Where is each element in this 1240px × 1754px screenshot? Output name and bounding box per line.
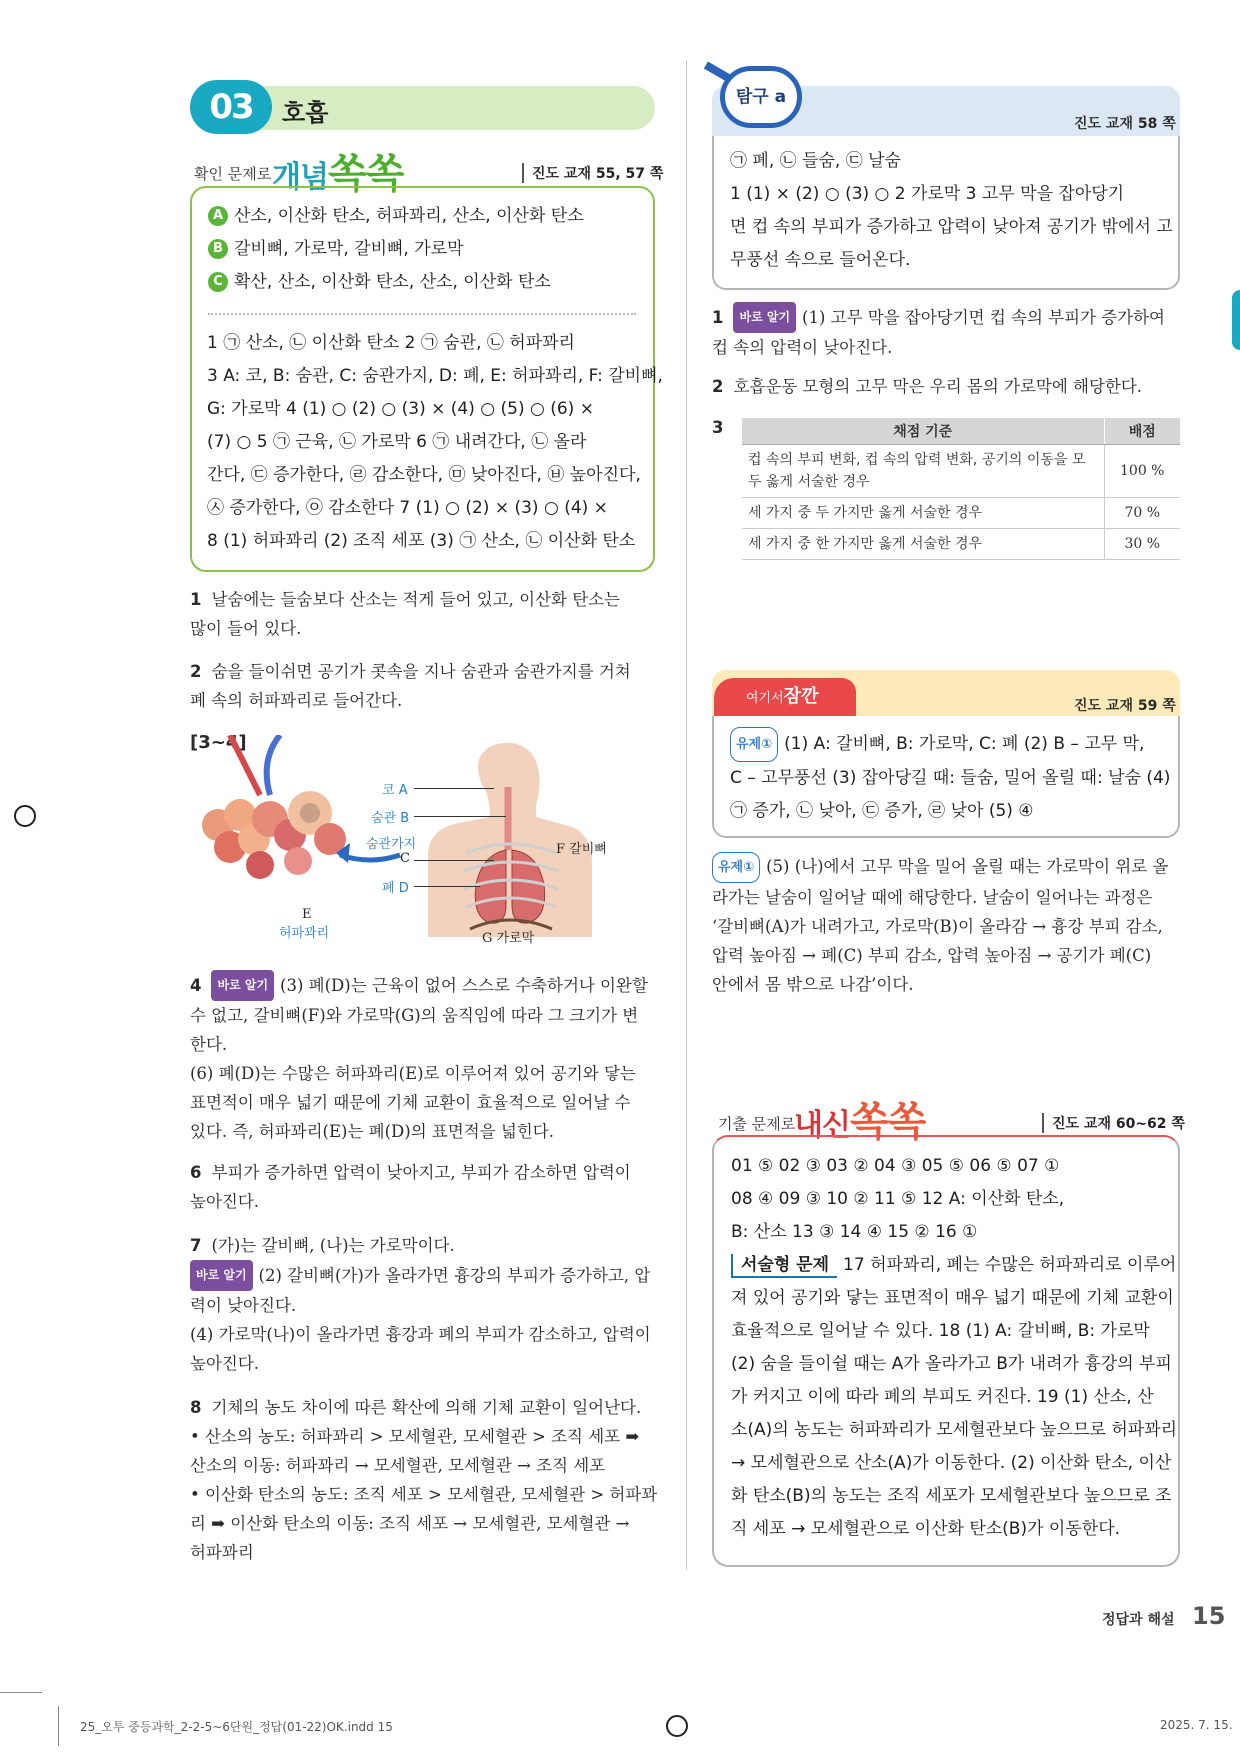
footer-date: 2025. 7. 15. [1160,1718,1233,1732]
answer-line: G: 가로막 4 (1) ○ (2) ○ (3) × (4) ○ (5) ○ (6) × [207,399,594,419]
tamgu-explanation-2: 2 호흡운동 모형의 고무 막은 우리 몸의 가로막에 해당한다. [712,377,1143,396]
naesin-line: → 모세혈관으로 산소(A)가 이동한다. (2) 이산화 탄소, 이산 [731,1453,1172,1473]
mark-b-icon: B [208,239,228,259]
naesin-prefix: 기출 문제로 [718,1115,796,1133]
crop-mark [58,1706,59,1746]
scoring-table [742,418,1180,560]
leader-line [414,816,506,817]
tamgu-line: 무풍선 속으로 들어온다. [730,250,911,270]
explanation-4: 4 바로 알기 (3) 폐(D)는 근육이 없어 스스로 수축하거나 이완할 수 없고, 갈비뼈(F)와 가로막(G)의 움직임에 따라 그 크기가 변 한다. (6) 폐(D)는 수많은 허파꽈리(E)로 이루어져 있어 공기와 닿는 표면적이 매우 넓기 때문에 기체 교환이 효율적으로 일어날 수 있다. 즉, 허파꽈리(E)는 폐(D)의 표면적을 넓힌다. [190,970,660,1146]
naesin-line: B: 산소 13 ③ 14 ④ 15 ② 16 ① [731,1222,978,1242]
yeogi-line: 유제① (1) A: 갈비뼈, B: 가로막, C: 폐 (2) B – 고무 막, [730,727,1170,762]
naesin-line: 01 ⑤ 02 ③ 03 ② 04 ③ 05 ⑤ 06 ⑤ 07 ① [731,1156,1060,1176]
figure-label-f: F 갈비뼈 [556,842,607,857]
table-row: 세 가지 중 한 가지만 옳게 서술한 경우 30 % [742,528,1180,559]
yuje-tag: 유제① [730,727,778,762]
answer-line: 3 A: 코, B: 숨관, C: 숨관가지, D: 폐, E: 허파꽈리, F: 갈비뼈, [207,366,663,386]
divider [208,313,636,315]
page-number: 15 [1192,1602,1226,1630]
naesin-ref: 진도 교재 60~62 쪽 [1042,1113,1185,1133]
section-number: 03 [190,80,272,134]
baro-algi-badge: 바로 알기 [190,1260,253,1291]
gaenyeom-ref: 진도 교재 55, 57 쪽 [522,163,663,183]
abc-list [208,200,584,299]
registration-mark-icon [666,1715,688,1737]
yeogi-line: C – 고무풍선 (3) 잡아당길 때: 들숨, 밀어 올릴 때: 날숨 (4) [730,768,1171,788]
tamgu-line: 면 컵 속의 부피가 증가하고 압력이 낮아져 공기가 밖에서 고 [730,217,1173,237]
naesin-line: 가 커지고 이에 따라 폐의 부피도 커진다. 19 (1) 산소, 산 [731,1387,1154,1407]
scoring-header-criteria: 채점 기준 [742,418,1104,444]
abc-item: A 산소, 이산화 탄소, 허파꽈리, 산소, 이산화 탄소 [208,200,584,233]
abc-item: B 갈비뼈, 가로막, 갈비뼈, 가로막 [208,233,584,266]
tamgu-ref: 진도 교재 58 쪽 [1074,116,1176,132]
leader-line [414,788,494,789]
naesin-line: 서술형 문제 17 허파꽈리, 폐는 수많은 허파꽈리로 이루어 [731,1249,1177,1282]
figure-label-g: G 가로막 [482,931,535,946]
explanation-2: 2 숨을 들이쉬면 공기가 콧속을 지나 숨관과 숨관가지를 거쳐 폐 속의 허파꽈리로 들어간다. [190,662,631,710]
footer-section-label: 정답과 해설 [1102,1612,1175,1628]
yeogi-badge: 여기서잠깐 [714,678,856,716]
tamgu-explanation-1: 1 바로 알기 (1) 고무 막을 잡아당기면 컵 속의 부피가 증가하여 컵 속의 압력이 낮아진다. [712,302,1182,362]
figure-label-e2: 허파꽈리 [279,926,330,941]
yeogi-answers [730,727,1170,828]
mark-c-icon: C [208,272,228,292]
side-tab [1232,290,1240,350]
answer-line: 간다, ㉢ 증가한다, ㉣ 감소한다, ㉤ 낮아진다, ㉥ 높아진다, [207,465,641,485]
figure-label-a: 코 A [382,783,408,798]
registration-mark-icon [14,805,36,827]
tamgu-line: 1 (1) × (2) ○ (3) ○ 2 가로막 3 고무 막을 잡아당기 [730,184,1125,204]
yuje-tag: 유제① [712,852,760,883]
gaenyeom-answers [207,327,663,558]
naesin-line: 효율적으로 일어날 수 있다. 18 (1) A: 갈비뼈, B: 가로막 [731,1321,1150,1341]
leader-line [414,860,494,861]
figure-label-d: 폐 D [382,881,409,896]
figure-label-c1: 숨관가지 [366,837,417,852]
range-label: [3~4] [190,732,247,753]
baro-algi-badge: 바로 알기 [211,970,274,1001]
naesin-line: 08 ④ 09 ③ 10 ② 11 ⑤ 12 A: 이산화 탄소, [731,1189,1065,1209]
section-title: 호흡 [282,99,329,127]
table-row: 세 가지 중 두 가지만 옳게 서술한 경우 70 % [742,497,1180,528]
naesin-answers [731,1150,1177,1546]
naesin-line: (2) 숨을 들이쉴 때는 A가 올라가고 B가 내려가 흉강의 부피 [731,1354,1172,1374]
crop-mark [0,1692,42,1693]
leader-line [414,886,480,887]
naesin-title-a: 내신 [794,1108,850,1143]
figure-label-c2: C [400,851,410,866]
alveoli-cluster [202,735,346,879]
yeogi-explanation: 유제① (5) (나)에서 고무 막을 밀어 올릴 때는 가로막이 위로 올 라가는 날숨이 일어날 때에 해당한다. 날숨이 일어나는 과정은 ‘갈비뼈(A)가 내려가고, 가로막(B)이 올라감 → 흉강 부피 감소, 압력 높아짐 → 폐(C) 부피 감소, 압력 높아짐 → 공기가 폐(C) 안에서 몸 밖으로 나감’이다. [712,852,1187,999]
table-row: 컵 속의 부피 변화, 컵 속의 압력 변화, 공기의 이동을 모두 옳게 서술한 경우 100 % [742,444,1180,497]
naesin-line: 직 세포 → 모세혈관으로 이산화 탄소(B)가 이동한다. [731,1519,1121,1539]
naesin-line: 져 있어 공기와 닿는 표면적이 매우 넓기 때문에 기체 교환이 [731,1288,1174,1308]
answer-line: 8 (1) 허파꽈리 (2) 조직 세포 (3) ㉠ 산소, ㉡ 이산화 탄소 [207,531,636,551]
explanation-8: 8 기체의 농도 차이에 따른 확산에 의해 기체 교환이 일어난다. • 산소의 농도: 허파꽈리 > 모세혈관, 모세혈관 > 조직 세포 ➡ 산소의 이동: 허파꽈리 → 모세혈관, 모세혈관 → 조직 세포 • 이산화 탄소의 농도: 조직 세포 > 모세혈관, 모세혈관 > 허파꽈 리 ➡ 이산화 탄소의 이동: 조직 세포 → 모세혈관, 모세혈관 → 허파꽈리 [190,1398,658,1562]
naesin-line: 소(A)의 농도는 허파꽈리가 모세혈관보다 높으므로 허파꽈리 [731,1420,1178,1440]
explanation-7: 7 (가)는 갈비뼈, (나)는 가로막이다. 바로 알기 (2) 갈비뼈(가)가 올라가면 흉강의 부피가 증가하고, 압 력이 낮아진다. (4) 가로막(나)이 올라가면 흉강과 폐의 부피가 감소하고, 압력이 높아진다. [190,1236,651,1373]
gaenyeom-title-b: 쏙쏙 [327,151,404,197]
mark-a-icon: A [208,206,228,226]
tamgu-badge: 탐구 a [720,66,802,128]
explanation-1: 1 날숨에는 들숨보다 산소는 적게 들어 있고, 이산화 탄소는 많이 들어 있다. [190,590,621,638]
footer-file-name: 25_오투 중등과학_2-2-5~6단원_정답(01-22)OK.indd 15 [80,1720,393,1734]
tamgu-explanation-3-num: 3 [712,418,724,437]
seosulhyeong-label: 서술형 문제 [731,1254,837,1278]
naesin-line: 화 탄소(B)의 농도는 조직 세포가 모세혈관보다 높으므로 조 [731,1486,1172,1506]
tamgu-answers [730,145,1173,277]
figure-label-b: 숨관 B [371,811,410,826]
gaenyeom-title-a: 개념 [272,160,328,195]
yeogi-ref: 진도 교재 59 쪽 [1074,698,1176,714]
tamgu-line: ㉠ 폐, ㉡ 들숨, ㉢ 날숨 [730,151,901,171]
baro-algi-badge: 바로 알기 [733,302,796,333]
gaenyeom-prefix: 확인 문제로 [194,165,272,183]
explanation-6: 6 부피가 증가하면 압력이 낮아지고, 부피가 감소하면 압력이 높아진다. [190,1163,631,1211]
naesin-title-b: 쏙쏙 [849,1099,926,1145]
answer-line: 1 ㉠ 산소, ㉡ 이산화 탄소 2 ㉠ 숨관, ㉡ 허파꽈리 [207,333,575,353]
column-divider [686,60,687,1570]
scoring-header-score: 배점 [1104,418,1180,444]
abc-item: C 확산, 산소, 이산화 탄소, 산소, 이산화 탄소 [208,266,584,299]
yeogi-line: ㉠ 증가, ㉡ 낮아, ㉢ 증가, ㉣ 낮아 (5) ④ [730,801,1034,821]
figure-label-e1: E [302,907,312,922]
answer-line: (7) ○ 5 ㉠ 근육, ㉡ 가로막 6 ㉠ 내려간다, ㉡ 올라 [207,432,587,452]
answer-line: ㉦ 증가한다, ㉧ 감소한다 7 (1) ○ (2) × (3) ○ (4) × [207,498,608,518]
